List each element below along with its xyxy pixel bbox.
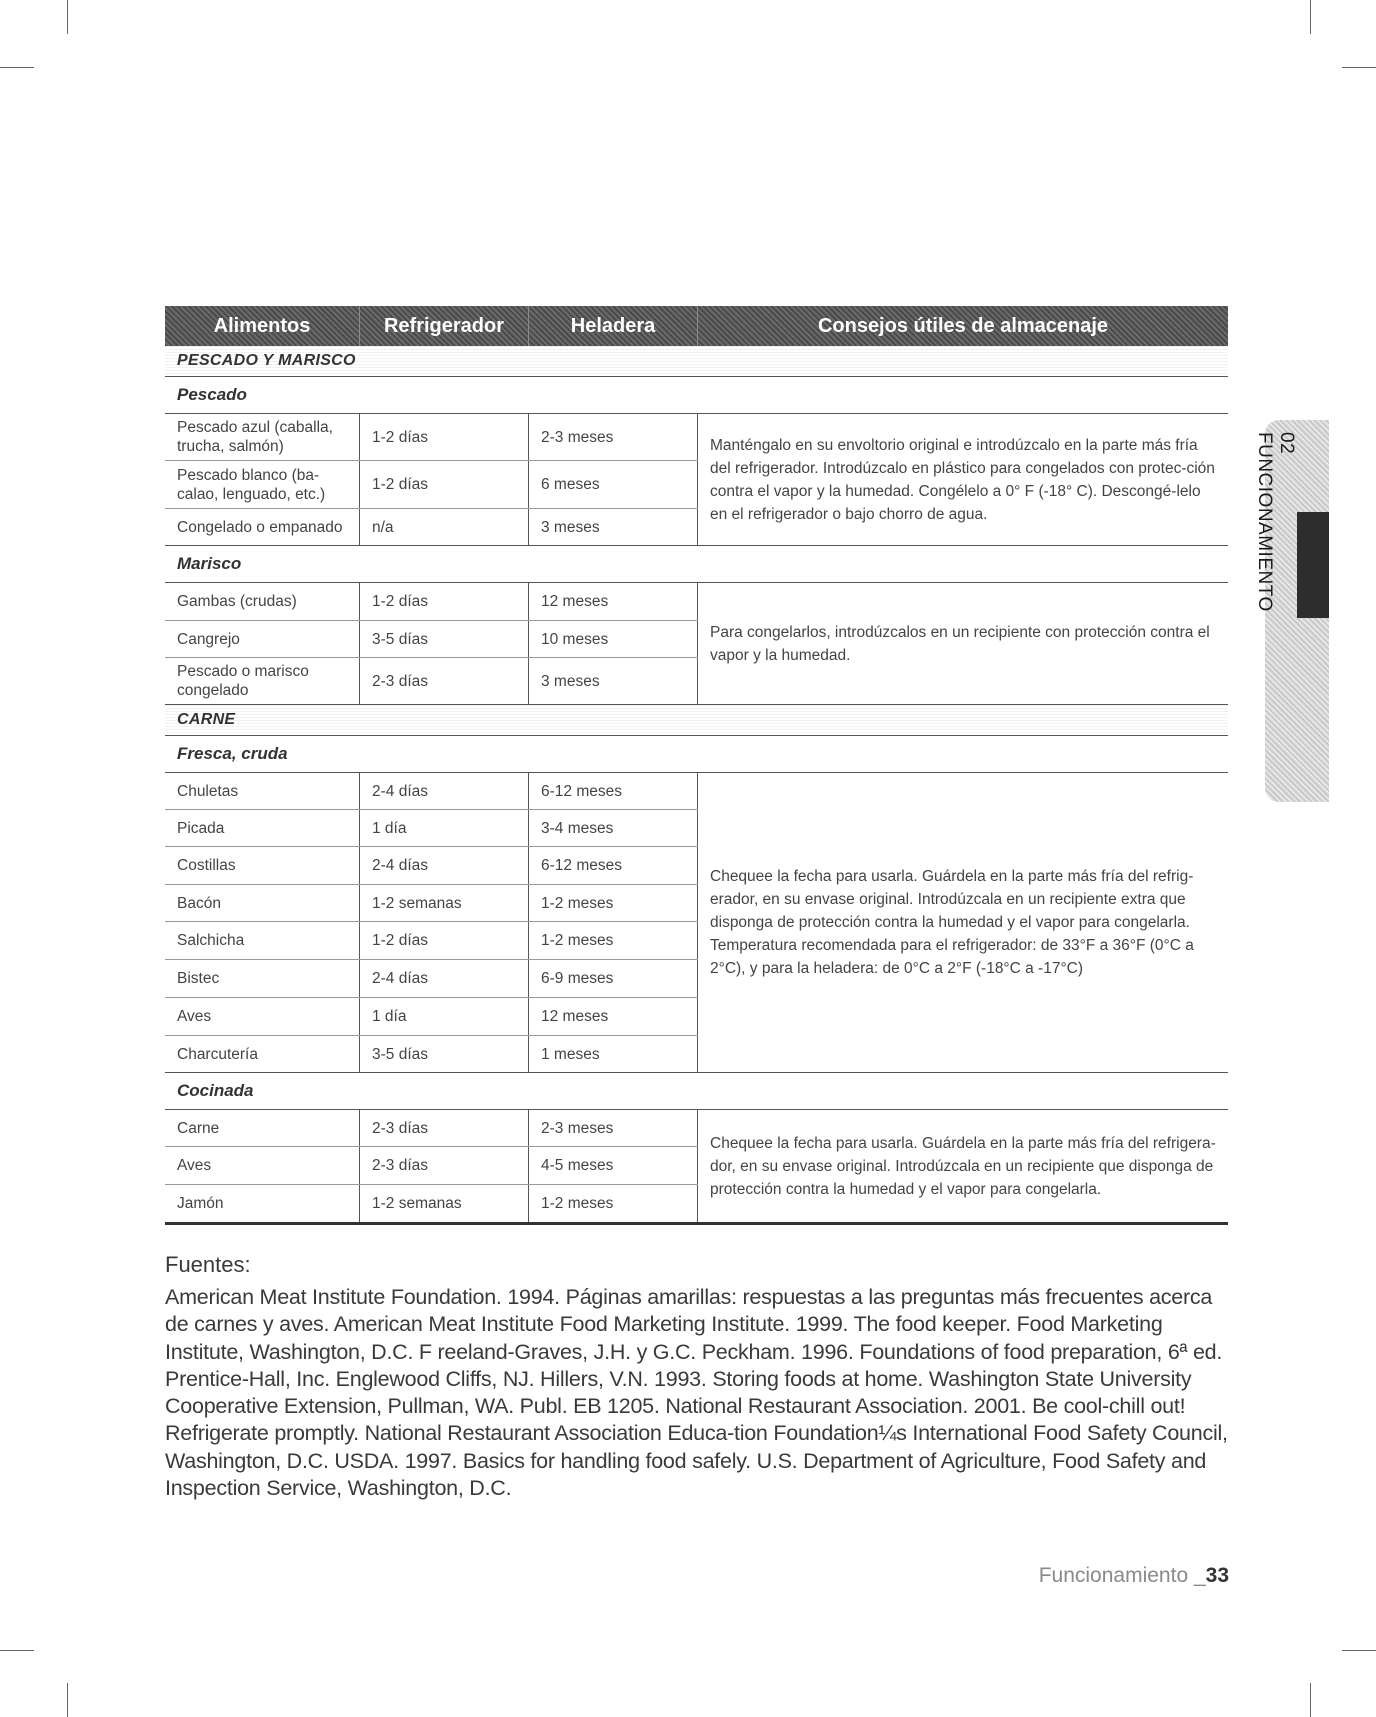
food-name: Pescado o marisco congelado [165, 658, 360, 704]
table-row [165, 847, 698, 885]
fridge-time: 2-3 días [360, 1110, 529, 1146]
freezer-time: 3 meses [529, 658, 698, 704]
fridge-time: 1-2 días [360, 922, 529, 959]
food-name: Costillas [165, 847, 360, 884]
food-name: Pescado azul (caballa, trucha, salmón) [165, 414, 360, 460]
food-name: Bacón [165, 885, 360, 921]
food-name: Gambas (crudas) [165, 583, 360, 620]
fridge-time: 3-5 días [360, 621, 529, 657]
section-tab-marker [1297, 512, 1329, 618]
food-name: Aves [165, 998, 360, 1035]
fridge-time: 1-2 días [360, 414, 529, 460]
fridge-time: 1 día [360, 998, 529, 1035]
freezer-time: 6-9 meses [529, 960, 698, 997]
food-name: Aves [165, 1147, 360, 1184]
fridge-time: n/a [360, 509, 529, 545]
crop-mark [67, 1683, 68, 1717]
food-name: Salchicha [165, 922, 360, 959]
freezer-time: 6-12 meses [529, 773, 698, 809]
subsection-title: Pescado [165, 377, 1228, 414]
table-row [165, 1110, 698, 1147]
sources-text: American Meat Institute Foundation. 1994. Páginas amarillas: respuestas a las preguntas más frecuentes acerca de carnes y aves. American Meat Institute Food Marketing Institute. 1999. The food keeper. Food Marketing Institute, Washington, D.C. F reeland-Graves, J.H. y G.C. Peckham. 1996. Foundations of food preparation, 6ª ed. Prentice-Hall, Inc. Englewood Cliffs, NJ. Hillers, V.N. 1993. Storing foods at home. Washington State University Cooperative Extension, Pullman, WA. Publ. EB 1205. National Restaurant Association. 2001. Be cool-chill out! Refrigerate promptly. National Restaurant Association Educa-tion Foundation¼s International Food Safety Council, Washington, D.C. USDA. 1997. Basics for handling food safely. U.S. Department of Agriculture, Food Safety and Inspection Service, Washington, D.C. [165, 1285, 1228, 1501]
table-row [165, 960, 698, 998]
fridge-time: 3-5 días [360, 1036, 529, 1072]
freezer-time: 6-12 meses [529, 847, 698, 884]
subsection-title: Fresca, cruda [165, 736, 1228, 773]
table-row [165, 1036, 698, 1072]
table-row [165, 998, 698, 1036]
table-row [165, 810, 698, 847]
crop-mark [1342, 1650, 1376, 1651]
fridge-time: 1-2 semanas [360, 885, 529, 921]
freezer-time: 3 meses [529, 509, 698, 545]
page-number: 33 [1205, 1564, 1229, 1587]
food-name: Carne [165, 1110, 360, 1146]
crop-mark [0, 1650, 34, 1651]
freezer-time: 12 meses [529, 583, 698, 620]
food-name: Chuletas [165, 773, 360, 809]
table-row [165, 414, 698, 461]
table-row [165, 773, 698, 810]
food-name: Bistec [165, 960, 360, 997]
fridge-time: 2-3 días [360, 1147, 529, 1184]
food-group [165, 773, 1228, 1073]
food-name: Congelado o empanado [165, 509, 360, 545]
freezer-time: 2-3 meses [529, 414, 698, 460]
section-title: CARNE [165, 705, 1228, 736]
fridge-time: 2-4 días [360, 847, 529, 884]
header-consejos: Consejos útiles de almacenaje [817, 314, 1109, 337]
freezer-time: 1-2 meses [529, 922, 698, 959]
table-row [165, 1147, 698, 1185]
freezer-time: 2-3 meses [529, 1110, 698, 1146]
subsection-title: Marisco [165, 546, 1228, 583]
fridge-time: 1 día [360, 810, 529, 846]
table-row [165, 621, 698, 658]
table-row [165, 885, 698, 922]
food-name: Pescado blanco (ba-calao, lenguado, etc.) [165, 461, 360, 508]
page-footer [1039, 1564, 1229, 1588]
freezer-time: 6 meses [529, 461, 698, 508]
sources-title: Fuentes: [165, 1252, 251, 1277]
storage-tip: Manténgalo en su envoltorio original e introdúzcalo en la parte más fría del refrigerador. Introdúzcalo en plástico para congelados con protec-ción contra el vapor y la humedad. Congélelo a 0° F (-18° C). Descongé-lelo en el refrigerador o bajo chorro de agua. [710, 436, 1215, 523]
table-row [165, 658, 698, 704]
storage-tip: Chequee la fecha para usarla. Guárdela en la parte más fría del refrig-erador, en su envase original. Introdúzcala en un recipiente extra que disponga de protección contra la humedad y el vapor para congelarla. Temperatura recomendada para el refrigerador: de 33°F a 36°F (0°C a 2°C), y para la heladera: de 0°C a 2°F (-18°C a -17°C) [710, 868, 1194, 977]
freezer-time: 12 meses [529, 998, 698, 1035]
footer-label: Funcionamiento _ [1038, 1564, 1206, 1587]
crop-mark [1310, 1683, 1311, 1717]
food-name: Charcutería [165, 1036, 360, 1072]
table-row [165, 461, 698, 509]
storage-tip: Para congelarlos, introdúzcalos en un recipiente con protección contra el vapor y la humedad. [710, 623, 1210, 664]
freezer-time: 1-2 meses [529, 1185, 698, 1222]
freezer-time: 4-5 meses [529, 1147, 698, 1184]
table-row [165, 1185, 698, 1222]
storage-table [165, 306, 1228, 1225]
crop-mark [67, 0, 68, 34]
header-alimentos: Alimentos [165, 306, 360, 346]
header-refrigerador: Refrigerador [360, 306, 529, 346]
food-group [165, 1110, 1228, 1225]
food-name: Jamón [165, 1185, 360, 1222]
fridge-time: 1-2 días [360, 461, 529, 508]
fridge-time: 2-3 días [360, 658, 529, 704]
food-name: Picada [165, 810, 360, 846]
table-header [165, 306, 1228, 346]
fridge-time: 2-4 días [360, 960, 529, 997]
header-heladera: Heladera [529, 306, 698, 346]
table-row [165, 509, 698, 545]
freezer-time: 10 meses [529, 621, 698, 657]
freezer-time: 1 meses [529, 1036, 698, 1072]
storage-tip: Chequee la fecha para usarla. Guárdela en la parte más fría del refrigera-dor, en su envase original. Introdúzcala en un recipiente que disponga de protección contra la humedad y el vapor para congelarla. [710, 1134, 1216, 1198]
crop-mark [1310, 0, 1311, 34]
freezer-time: 3-4 meses [529, 810, 698, 846]
table-row [165, 583, 698, 621]
food-group [165, 414, 1228, 546]
freezer-time: 1-2 meses [529, 885, 698, 921]
crop-mark [1342, 67, 1376, 68]
fridge-time: 1-2 días [360, 583, 529, 620]
section-tab-label: 02 FUNCIONAMIENTO [1254, 432, 1297, 612]
subsection-title: Cocinada [165, 1073, 1228, 1110]
section-title: PESCADO Y MARISCO [165, 346, 1228, 377]
crop-mark [0, 67, 34, 68]
fridge-time: 2-4 días [360, 773, 529, 809]
food-name: Cangrejo [165, 621, 360, 657]
fridge-time: 1-2 semanas [360, 1185, 529, 1222]
food-group [165, 583, 1228, 705]
table-row [165, 922, 698, 960]
